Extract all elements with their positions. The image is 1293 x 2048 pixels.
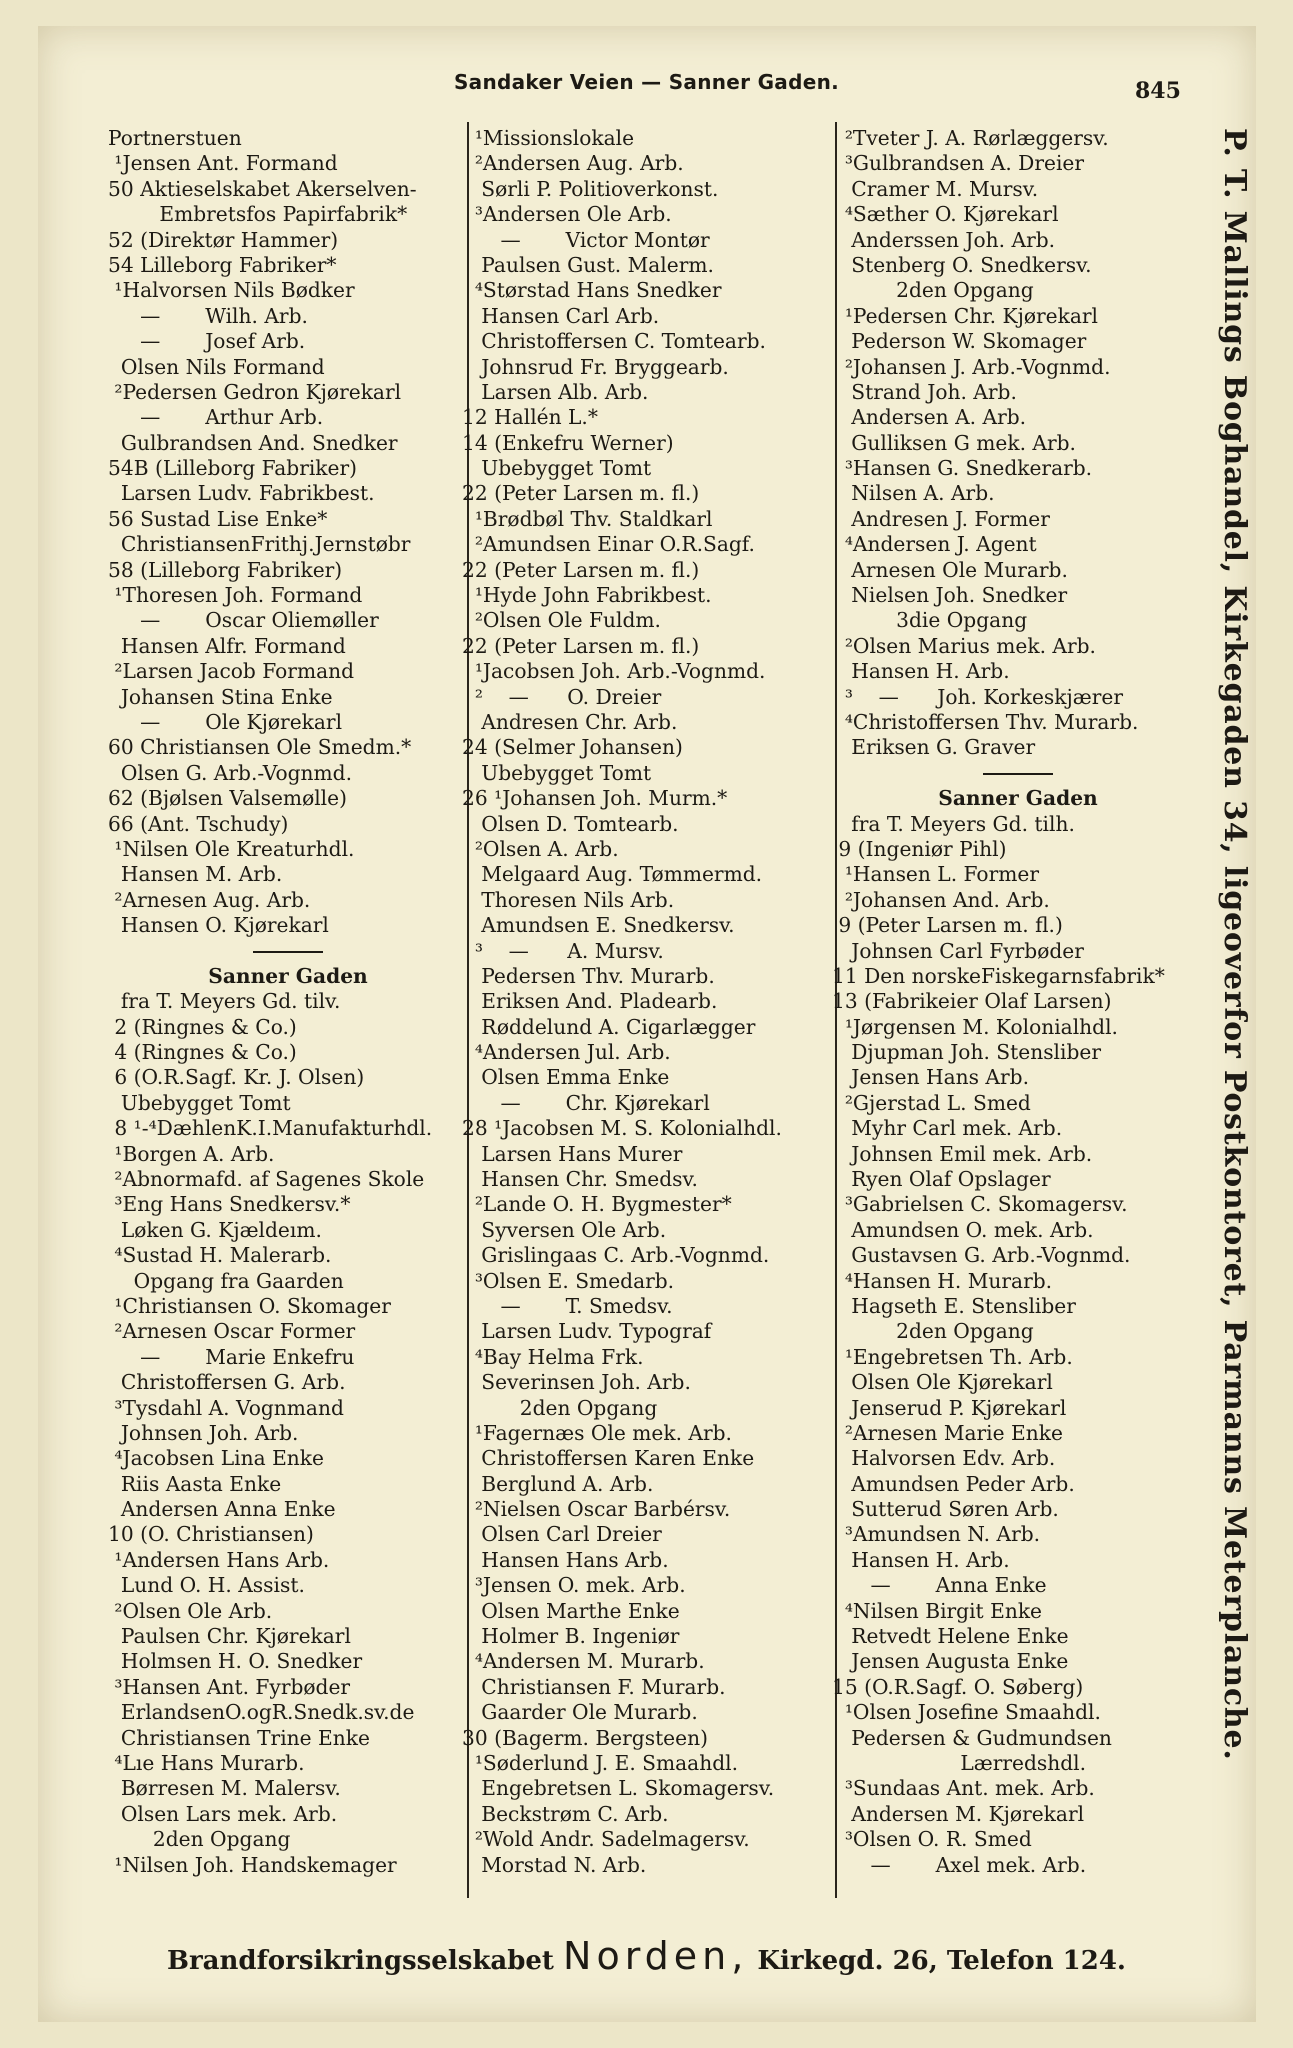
directory-entry: Halvorsen Edv. Arb. — [832, 1446, 1056, 1471]
directory-entry: Pedersen & Gudmundsen — [832, 1725, 1112, 1750]
directory-entry: Beckstrøm C. Arb. — [462, 1801, 669, 1826]
directory-entry: ¹Jensen Ant. Formand — [108, 151, 338, 176]
directory-entry: 50 Aktieselskabet Akerselven- — [108, 176, 417, 201]
directory-entry: 54 Lilleborg Fabriker* — [108, 252, 337, 277]
directory-entry: Johnsen Joh. Arb. — [108, 1420, 299, 1445]
directory-entry: ¹Borgen A. Arb. — [108, 1141, 275, 1166]
directory-entry: 2den Opgang — [832, 1319, 1034, 1344]
directory-entry: ²Johansen J. Arb.-Vognmd. — [832, 354, 1111, 379]
directory-entry: Hansen Chr. Smedsv. — [462, 1167, 698, 1192]
directory-entry: 10 (O. Christiansen) — [108, 1522, 314, 1547]
directory-entry: Johnsen Carl Fyrbøder — [832, 938, 1084, 963]
directory-entry: ³Sundaas Ant. mek. Arb. — [832, 1776, 1095, 1801]
directory-entry: ³Tysdahl A. Vognmand — [108, 1395, 344, 1420]
directory-entry: ¹Jørgensen M. Kolonialhdl. — [832, 1014, 1118, 1039]
directory-entry: Amundsen E. Snedkersv. — [462, 913, 735, 938]
directory-entry: — T. Smedsv. — [462, 1293, 673, 1318]
directory-entry: Jensen Augusta Enke — [832, 1649, 1069, 1674]
directory-entry: ²Andersen Aug. Arb. — [462, 151, 684, 176]
directory-entry: ²Arnesen Aug. Arb. — [108, 887, 311, 912]
directory-entry: ¹Olsen Josefine Smaahdl. — [832, 1700, 1101, 1725]
directory-entry: Andersen A. Arb. — [832, 405, 1027, 430]
directory-entry: Riis Aasta Enke — [108, 1471, 282, 1496]
directory-entry: ³Hansen Ant. Fyrbøder — [108, 1674, 351, 1699]
directory-entry: Hansen Carl Arb. — [462, 303, 660, 328]
directory-entry: ⁴Nilsen Birgit Enke — [832, 1598, 1042, 1623]
directory-entry: Engebretsen L. Skomagersv. — [462, 1776, 775, 1801]
directory-entry: ¹Pedersen Chr. Kjørekarl — [832, 303, 1098, 328]
directory-entry: Larsen Ludv. Fabrikbest. — [108, 481, 375, 506]
directory-entry: ¹Missionslokale — [462, 126, 635, 150]
directory-entry: ¹Brødbøl Thv. Staldkarl — [462, 506, 713, 531]
directory-entry: 22 (Peter Larsen m. fl.) — [462, 481, 700, 506]
directory-entry: Lærredshdl. — [832, 1751, 1087, 1775]
directory-entry: Olsen Marthe Enke — [462, 1598, 680, 1623]
directory-entry: ⁴Andersen M. Murarb. — [462, 1649, 705, 1674]
directory-entry: Severinsen Joh. Arb. — [462, 1370, 691, 1395]
directory-entry: ⁴Jacobsen Lina Enke — [108, 1446, 324, 1471]
directory-entry: 28 ¹Jacobsen M. S. Kolonialhdl. — [462, 1116, 782, 1141]
directory-entry: ⁴Lıe Hans Murarb. — [108, 1751, 305, 1775]
directory-entry: 52 (Direktør Hammer) — [108, 227, 339, 252]
directory-entry: 14 (Enkefru Werner) — [462, 430, 674, 455]
street-heading: Sanner Gaden — [208, 963, 368, 988]
directory-entry: ¹Nilsen Ole Kreaturhdl. — [108, 836, 355, 861]
directory-entry: ¹Søderlund J. E. Smaahdl. — [462, 1751, 738, 1775]
directory-entry: Ubebygget Tomt — [462, 760, 652, 785]
directory-entry: ChristiansenFrithj.Jernstøbr — [108, 532, 411, 557]
directory-entry: — Josef Arb. — [108, 329, 306, 354]
directory-entry: ²Olsen A. Arb. — [462, 836, 619, 861]
directory-entry: ³Eng Hans Snedkersv.* — [108, 1192, 351, 1217]
directory-entry: ¹Engebretsen Th. Arb. — [832, 1344, 1073, 1369]
directory-entry: Retvedt Helene Enke — [832, 1624, 1069, 1649]
directory-entry: Lund O. H. Assist. — [108, 1573, 305, 1598]
footer-advertisement — [0, 1934, 1293, 1978]
directory-entry: Nielsen Joh. Snedker — [832, 583, 1068, 608]
directory-entry: Amundsen O. mek. Arb. — [832, 1217, 1094, 1242]
directory-entry: Christiansen Trine Enke — [108, 1725, 370, 1750]
directory-entry: Gaarder Ole Murarb. — [462, 1700, 698, 1725]
section-separator — [832, 761, 1204, 786]
directory-entry: Hansen H. Arb. — [832, 659, 1010, 684]
directory-entry: Børresen M. Malersv. — [108, 1776, 341, 1801]
directory-entry: Løken G. Kjældeım. — [108, 1217, 322, 1242]
directory-entry: ²Lande O. H. Bygmester* — [462, 1192, 732, 1217]
directory-entry: Embretsfos Papirfabrik* — [108, 202, 408, 227]
directory-entry: ¹Nilsen Joh. Handskemager — [108, 1852, 397, 1877]
footer-address: Kirkegd. 26, Telefon 124. — [757, 1946, 1126, 1976]
street-heading: Sanner Gaden — [938, 786, 1098, 811]
directory-entry: ²Arnesen Marie Enke — [832, 1420, 1063, 1445]
directory-entry: ¹Fagernæs Ole mek. Arb. — [462, 1420, 732, 1445]
directory-entry: Hagseth E. Stensliber — [832, 1293, 1076, 1318]
directory-entry: Johnsrud Fr. Bryggearb. — [462, 354, 729, 379]
directory-entry: Melgaard Aug. Tømmermd. — [462, 862, 763, 887]
directory-entry: Johansen Stina Enke — [108, 684, 333, 709]
directory-entry: Morstad N. Arb. — [462, 1852, 647, 1877]
directory-entry: 22 (Peter Larsen m. fl.) — [462, 557, 700, 582]
directory-entry: ¹Hyde John Fabrikbest. — [462, 583, 712, 608]
directory-entry: 58 (Lilleborg Fabriker) — [108, 557, 343, 582]
footer-company: Brandforsikringsselskabet — [167, 1946, 554, 1976]
directory-column-1 — [108, 126, 468, 1878]
directory-entry: ⁴Størstad Hans Snedker — [462, 278, 722, 303]
directory-entry: Olsen D. Tomtearb. — [462, 811, 679, 836]
directory-entry: ³Gabrielsen C. Skomagersv. — [832, 1192, 1128, 1217]
directory-entry: Myhr Carl mek. Arb. — [832, 1116, 1063, 1141]
directory-entry: Stenberg O. Snedkersv. — [832, 252, 1092, 277]
directory-entry: Paulsen Gust. Malerm. — [462, 252, 714, 277]
directory-entry: Olsen Carl Dreier — [462, 1522, 662, 1547]
directory-entry: ¹Andersen Hans Arb. — [108, 1547, 330, 1572]
directory-entry: Gustavsen G. Arb.-Vognmd. — [832, 1243, 1131, 1268]
directory-entry: Olsen Nils Formand — [108, 354, 325, 379]
directory-entry: 4 (Ringnes & Co.) — [108, 1040, 297, 1065]
directory-entry: ³Jensen O. mek. Arb. — [462, 1573, 686, 1598]
directory-entry: Ryen Olaf Opslager — [832, 1167, 1051, 1192]
directory-entry: Olsen Lars mek. Arb. — [108, 1801, 338, 1826]
directory-entry: ³Olsen E. Smedarb. — [462, 1268, 675, 1293]
directory-entry: ⁴Hansen H. Murarb. — [832, 1268, 1053, 1293]
directory-entry: Larsen Alb. Arb. — [462, 379, 649, 404]
directory-entry: 26 ¹Johansen Joh. Murm.* — [462, 786, 728, 811]
directory-entry: ²Wold Andr. Sadelmagersv. — [462, 1827, 750, 1852]
directory-entry: ³ — A. Mursv. — [462, 938, 664, 963]
directory-entry: Berglund A. Arb. — [462, 1471, 654, 1496]
directory-entry: ²Olsen Ole Arb. — [108, 1598, 273, 1623]
directory-entry: 66 (Ant. Tschudy) — [108, 811, 289, 836]
directory-entry: Syversen Ole Arb. — [462, 1217, 667, 1242]
directory-entry: ³Andersen Ole Arb. — [462, 202, 672, 227]
directory-entry: Paulsen Chr. Kjørekarl — [108, 1624, 351, 1649]
directory-entry: Portnerstuen — [108, 126, 242, 150]
directory-entry: 11 Den norskeFiskegarnsfabrik* — [832, 963, 1165, 988]
directory-entry: Gulbrandsen And. Snedker — [108, 430, 398, 455]
directory-entry: Holmsen H. O. Snedker — [108, 1649, 363, 1674]
directory-entry: Olsen Ole Kjørekarl — [832, 1370, 1053, 1395]
directory-entry: ²Nielsen Oscar Barbérsv. — [462, 1497, 731, 1522]
directory-entry: 60 Christiansen Ole Smedm.* — [108, 735, 412, 760]
directory-entry: Andresen Chr. Arb. — [462, 709, 678, 734]
directory-entry: ⁴Sustad H. Malerarb. — [108, 1243, 332, 1268]
directory-entry: Holmer B. Ingeniør — [462, 1624, 680, 1649]
directory-entry: 24 (Selmer Johansen) — [462, 735, 683, 760]
directory-entry: 9 (Peter Larsen m. fl.) — [832, 913, 1063, 938]
directory-entry: ⁴Bay Helma Frk. — [462, 1344, 644, 1369]
side-advertisement: P. T. Mallings Boghandel, Kirkegaden 34, ligeoverfor Postkontoret, Parmanns Meterplanche. — [1217, 128, 1252, 1761]
directory-entry: Strand Joh. Arb. — [832, 379, 1017, 404]
directory-entry: ⁴Christoffersen Thv. Murarb. — [832, 709, 1139, 734]
directory-entry: Pedersen Thv. Murarb. — [462, 963, 715, 988]
directory-entry: ²Amundsen Einar O.R.Sagf. — [462, 532, 755, 557]
directory-entry: Christoffersen G. Arb. — [108, 1370, 346, 1395]
directory-entry: 30 (Bagerm. Bergsteen) — [462, 1725, 708, 1750]
directory-entry: Hansen O. Kjørekarl — [108, 913, 329, 938]
directory-column-3 — [832, 126, 1204, 1878]
directory-column-2 — [462, 126, 834, 1878]
directory-entry: fra T. Meyers Gd. tilv. — [108, 989, 341, 1014]
directory-entry: 2 (Ringnes & Co.) — [108, 1014, 297, 1039]
directory-entry: ²Arnesen Oscar Former — [108, 1319, 356, 1344]
directory-entry: 6 (O.R.Sagf. Kr. J. Olsen) — [108, 1065, 365, 1090]
directory-entry: ¹Hansen L. Former — [832, 862, 1039, 887]
directory-entry: — Ole Kjørekarl — [108, 709, 343, 734]
directory-entry: ² — O. Dreier — [462, 684, 662, 709]
directory-entry: ²Gjerstad L. Smed — [832, 1090, 1031, 1115]
directory-entry: ²Pedersen Gedron Kjørekarl — [108, 379, 402, 404]
directory-entry: Christoffersen C. Tomtearb. — [462, 329, 766, 354]
directory-entry: ⁴Andersen Jul. Arb. — [462, 1040, 671, 1065]
directory-entry: fra T. Meyers Gd. tilh. — [832, 811, 1075, 836]
directory-entry: 12 Hallén L.* — [462, 405, 598, 430]
directory-entry: — Anna Enke — [832, 1573, 1047, 1598]
directory-entry: ²Abnormafd. af Sagenes Skole — [108, 1167, 425, 1192]
directory-entry: Olsen Emma Enke — [462, 1065, 670, 1090]
directory-entry: ³Amundsen N. Arb. — [832, 1522, 1041, 1547]
directory-entry: Andersen Anna Enke — [108, 1497, 336, 1522]
page-header-title: Sandaker Veien — Sanner Gaden. — [453, 70, 840, 94]
directory-entry: ¹Halvorsen Nils Bødker — [108, 278, 355, 303]
directory-entry: 8 ¹-⁴DæhlenK.I.Manufakturhdl. — [108, 1116, 433, 1141]
directory-entry: 2den Opgang — [462, 1395, 658, 1420]
directory-entry: Andersen M. Kjørekarl — [832, 1801, 1085, 1826]
directory-entry: 2den Opgang — [108, 1827, 291, 1852]
directory-entry: Larsen Hans Murer — [462, 1141, 683, 1166]
directory-entry: ²Olsen Ole Fuldm. — [462, 608, 661, 633]
directory-entry: Hansen Alfr. Formand — [108, 633, 346, 658]
directory-entry: ³Olsen O. R. Smed — [832, 1827, 1032, 1852]
directory-entry: 3die Opgang — [832, 608, 1028, 633]
directory-entry: 15 (O.R.Sagf. O. Søberg) — [832, 1674, 1084, 1699]
directory-entry: Grislingaas C. Arb.-Vognmd. — [462, 1243, 770, 1268]
directory-entry: Hansen M. Arb. — [108, 862, 283, 887]
directory-entry: ⁴Andersen J. Agent — [832, 532, 1037, 557]
directory-entry: ⁴Sæther O. Kjørekarl — [832, 202, 1059, 227]
directory-entry: ¹Christiansen O. Skomager — [108, 1293, 391, 1318]
directory-entry: Djupman Joh. Stensliber — [832, 1040, 1101, 1065]
directory-entry: ¹Thoresen Joh. Formand — [108, 583, 363, 608]
directory-entry: Pederson W. Skomager — [832, 329, 1087, 354]
directory-entry: 9 (Ingeniør Pihl) — [832, 836, 1007, 861]
directory-entry: ²Olsen Marius mek. Arb. — [832, 633, 1096, 658]
directory-entry: 54B (Lilleborg Fabriker) — [108, 456, 358, 481]
directory-entry: Jenserud P. Kjørekarl — [832, 1395, 1067, 1420]
directory-entry: Hansen Hans Arb. — [462, 1547, 669, 1572]
directory-entry: Andresen J. Former — [832, 506, 1050, 531]
directory-entry: Anderssen Joh. Arb. — [832, 227, 1056, 252]
directory-entry: ²Tveter J. A. Rørlæggersv. — [832, 126, 1109, 150]
directory-entry: 56 Sustad Lise Enke* — [108, 506, 328, 531]
directory-entry: Ubebygget Tomt — [108, 1090, 291, 1115]
directory-entry: — Marie Enkefru — [108, 1344, 355, 1369]
footer-brand: Norden, — [563, 1934, 749, 1978]
directory-entry: — Oscar Oliemøller — [108, 608, 379, 633]
directory-entry: Røddelund A. Cigarlægger — [462, 1014, 756, 1039]
directory-entry: ²Johansen And. Arb. — [832, 887, 1050, 912]
page-number: 845 — [1135, 78, 1181, 104]
directory-entry: Nilsen A. Arb. — [832, 481, 995, 506]
directory-entry: ²Larsen Jacob Formand — [108, 659, 355, 684]
directory-entry: Johnsen Emil mek. Arb. — [832, 1141, 1093, 1166]
directory-entry: Thoresen Nils Arb. — [462, 887, 675, 912]
directory-entry: Olsen G. Arb.-Vognmd. — [108, 760, 353, 785]
directory-entry: Hansen H. Arb. — [832, 1547, 1010, 1572]
directory-entry: ¹Jacobsen Joh. Arb.-Vognmd. — [462, 659, 766, 684]
directory-entry: — Wilh. Arb. — [108, 303, 308, 328]
directory-entry: Cramer M. Mursv. — [832, 176, 1039, 201]
directory-entry: 13 (Fabrikeier Olaf Larsen) — [832, 989, 1112, 1014]
directory-entry: — Arthur Arb. — [108, 405, 324, 430]
directory-entry: — Victor Montør — [462, 227, 710, 252]
directory-entry: Arnesen Ole Murarb. — [832, 557, 1068, 582]
directory-entry: Eriksen G. Graver — [832, 735, 1036, 760]
directory-entry: Christiansen F. Murarb. — [462, 1674, 726, 1699]
directory-entry: Ubebygget Tomt — [462, 456, 652, 481]
section-separator — [108, 939, 468, 964]
directory-entry: 22 (Peter Larsen m. fl.) — [462, 633, 700, 658]
directory-entry: Sutterud Søren Arb. — [832, 1497, 1059, 1522]
directory-entry: Amundsen Peder Arb. — [832, 1471, 1075, 1496]
directory-entry: ³ — Joh. Korkeskjærer — [832, 684, 1123, 709]
directory-entry: ³Hansen G. Snedkerarb. — [832, 456, 1093, 481]
directory-entry: ³Gulbrandsen A. Dreier — [832, 151, 1085, 176]
directory-entry: — Axel mek. Arb. — [832, 1852, 1087, 1877]
directory-entry: Opgang fra Gaarden — [108, 1268, 344, 1293]
directory-entry: Larsen Ludv. Typograf — [462, 1319, 712, 1344]
directory-entry: — Chr. Kjørekarl — [462, 1090, 710, 1115]
directory-entry: 2den Opgang — [832, 278, 1034, 303]
directory-entry: Gulliksen G mek. Arb. — [832, 430, 1076, 455]
directory-entry: Eriksen And. Pladearb. — [462, 989, 718, 1014]
directory-entry: Christoffersen Karen Enke — [462, 1446, 755, 1471]
directory-entry: ErlandsenO.ogR.Snedk.sv.de — [108, 1700, 415, 1725]
directory-entry: Sørli P. Politioverkonst. — [462, 176, 719, 201]
directory-entry: 62 (Bjølsen Valsemølle) — [108, 786, 347, 811]
directory-entry: Jensen Hans Arb. — [832, 1065, 1030, 1090]
